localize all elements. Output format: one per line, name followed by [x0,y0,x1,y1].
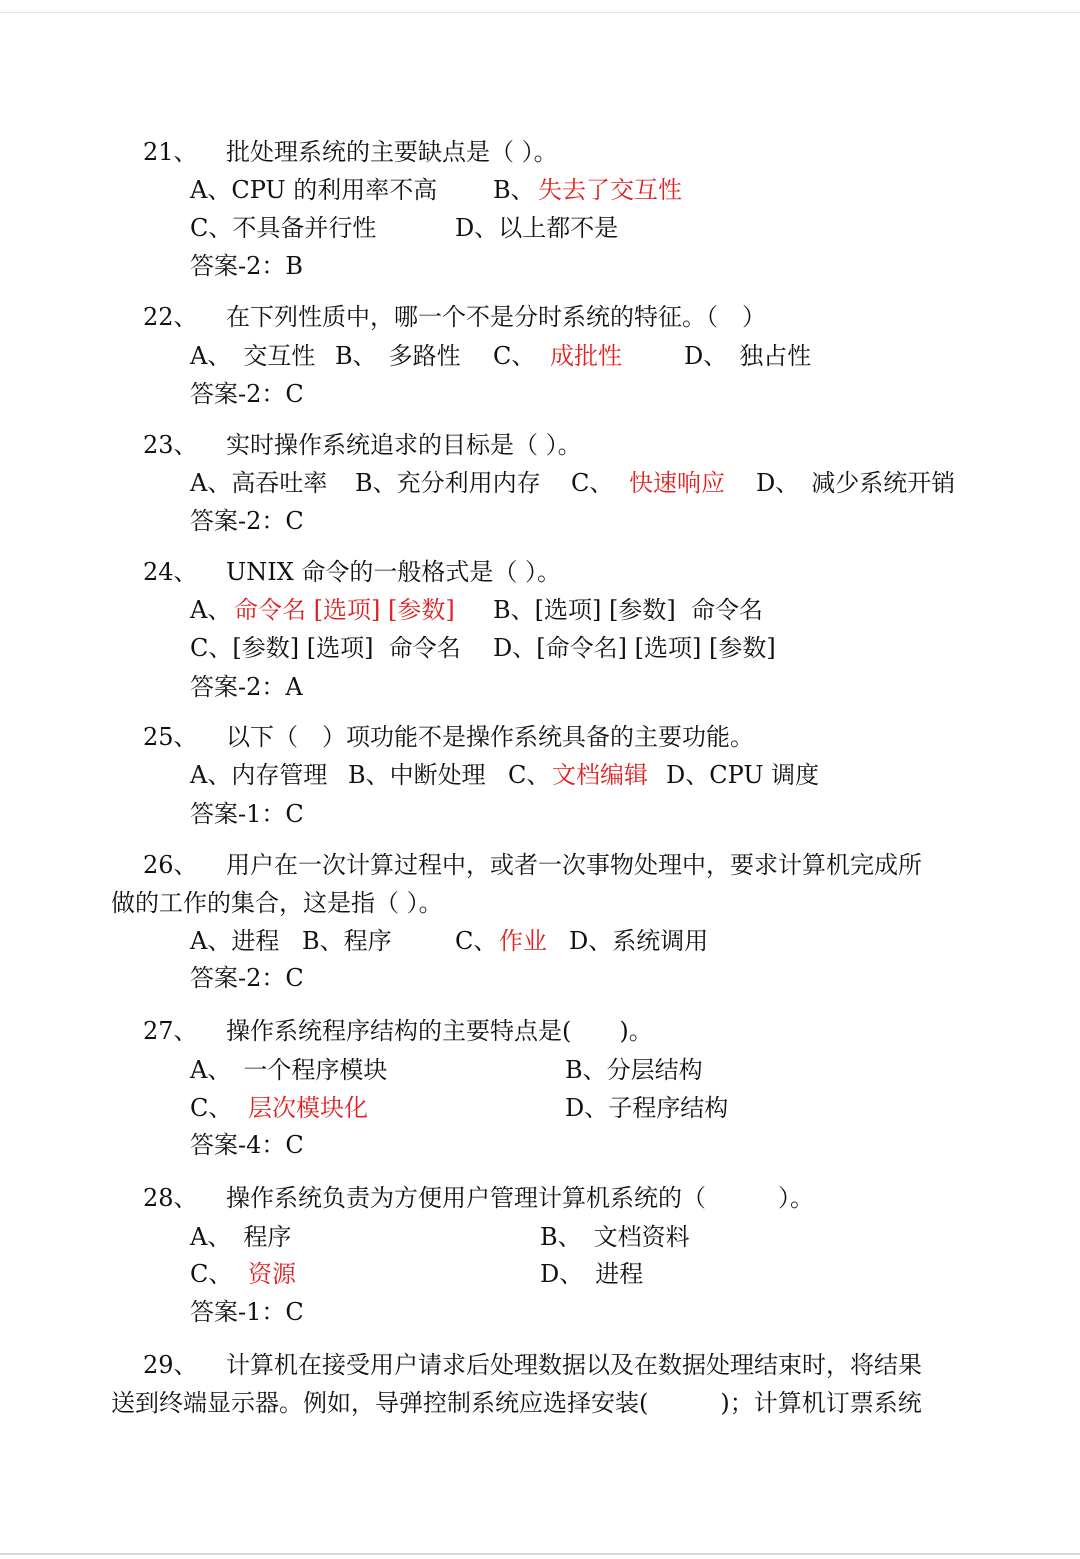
question-stem: 以下（ ）项功能不是操作系统具备的主要功能。 [226,723,754,751]
question-number: 22、 [143,303,198,331]
option-b: B、[选项] [参数] 命令名 [493,596,763,624]
option-d: D、CPU 调度 [666,761,820,789]
question-number: 27、 [143,1017,198,1045]
option-a-correct: 命令名 [选项] [参数] [234,596,455,624]
option-d: D、 减少系统开销 [756,469,956,497]
option-a: A、 一个程序模块 [190,1056,388,1084]
page-top-edge [0,12,1080,13]
option-d: D、[命令名] [选项] [参数] [493,634,776,662]
option-a: A、高吞吐率 [190,469,328,497]
option-c: C、不具备并行性 [190,214,377,242]
question-number: 26、 [143,851,198,879]
question-number: 28、 [143,1184,198,1212]
option-a: A、CPU 的利用率不高 [190,176,438,204]
option-c-label: C、 [190,1260,233,1288]
option-d: D、 独占性 [684,342,812,370]
question-stem: 在下列性质中，哪一个不是分时系统的特征。（ ） [226,303,766,331]
option-c-correct: 层次模块化 [248,1094,368,1122]
option-c-label: C、 [455,927,498,955]
question-number: 25、 [143,723,198,751]
option-b-correct: 失去了交互性 [538,176,682,204]
question-stem: 批处理系统的主要缺点是（ ）。 [226,138,558,166]
option-d: D、 进程 [540,1260,644,1288]
option-b-label: B、 [493,176,535,204]
question-number: 29、 [143,1351,198,1379]
question-stem: 操作系统程序结构的主要特点是( )。 [226,1017,653,1045]
option-a-label: A、 [190,596,232,624]
option-c-correct: 文档编辑 [552,761,648,789]
answer: 答案-4：C [190,1131,304,1159]
answer: 答案-2：C [190,507,304,535]
option-b: B、中断处理 [348,761,486,789]
option-c-correct: 作业 [499,927,547,955]
answer: 答案-1：C [190,800,304,828]
question-number: 23、 [143,431,198,459]
question-number: 24、 [143,558,198,586]
option-b: B、程序 [302,927,392,955]
question-stem-line-1: 用户在一次计算过程中，或者一次事物处理中，要求计算机完成所 [226,851,922,879]
answer: 答案-1：C [190,1298,304,1326]
question-stem-line-1: 计算机在接受用户请求后处理数据以及在数据处理结束时，将结果 [226,1351,922,1379]
answer: 答案-2：C [190,380,304,408]
option-b: B、分层结构 [565,1056,703,1084]
option-a: A、进程 [190,927,280,955]
question-stem-line-2: 做的工作的集合，这是指（ ）。 [111,889,443,917]
option-c-label: C、 [493,342,536,370]
option-d: D、子程序结构 [565,1094,729,1122]
option-b: B、充分利用内存 [355,469,541,497]
question-stem: 操作系统负责为方便用户管理计算机系统的（ ）。 [226,1184,814,1212]
option-c-label: C、 [508,761,551,789]
question-stem: 实时操作系统追求的目标是（ ）。 [226,431,582,459]
option-b: B、 多路性 [335,342,461,370]
answer: 答案-2：C [190,964,304,992]
option-a: A、 程序 [190,1223,292,1251]
page-bottom-edge [0,1553,1080,1555]
question-stem-line-2: 送到终端显示器。例如，导弹控制系统应选择安装( )；计算机订票系统 [111,1389,922,1417]
option-c-correct: 资源 [248,1260,296,1288]
answer: 答案-2：A [190,673,303,701]
option-a: A、内存管理 [190,761,328,789]
option-c-label: C、 [190,1094,233,1122]
option-d: D、以上都不是 [455,214,619,242]
option-c-correct: 成批性 [550,342,622,370]
option-c-correct: 快速响应 [629,469,725,497]
answer: 答案-2：B [190,252,304,280]
question-stem: UNIX 命令的一般格式是（ ）。 [226,558,562,586]
option-a: A、 交互性 [190,342,316,370]
option-b: B、 文档资料 [540,1223,690,1251]
option-c-label: C、 [571,469,614,497]
option-c: C、[参数] [选项] 命令名 [190,634,461,662]
question-number: 21、 [143,138,198,166]
option-d: D、系统调用 [569,927,709,955]
